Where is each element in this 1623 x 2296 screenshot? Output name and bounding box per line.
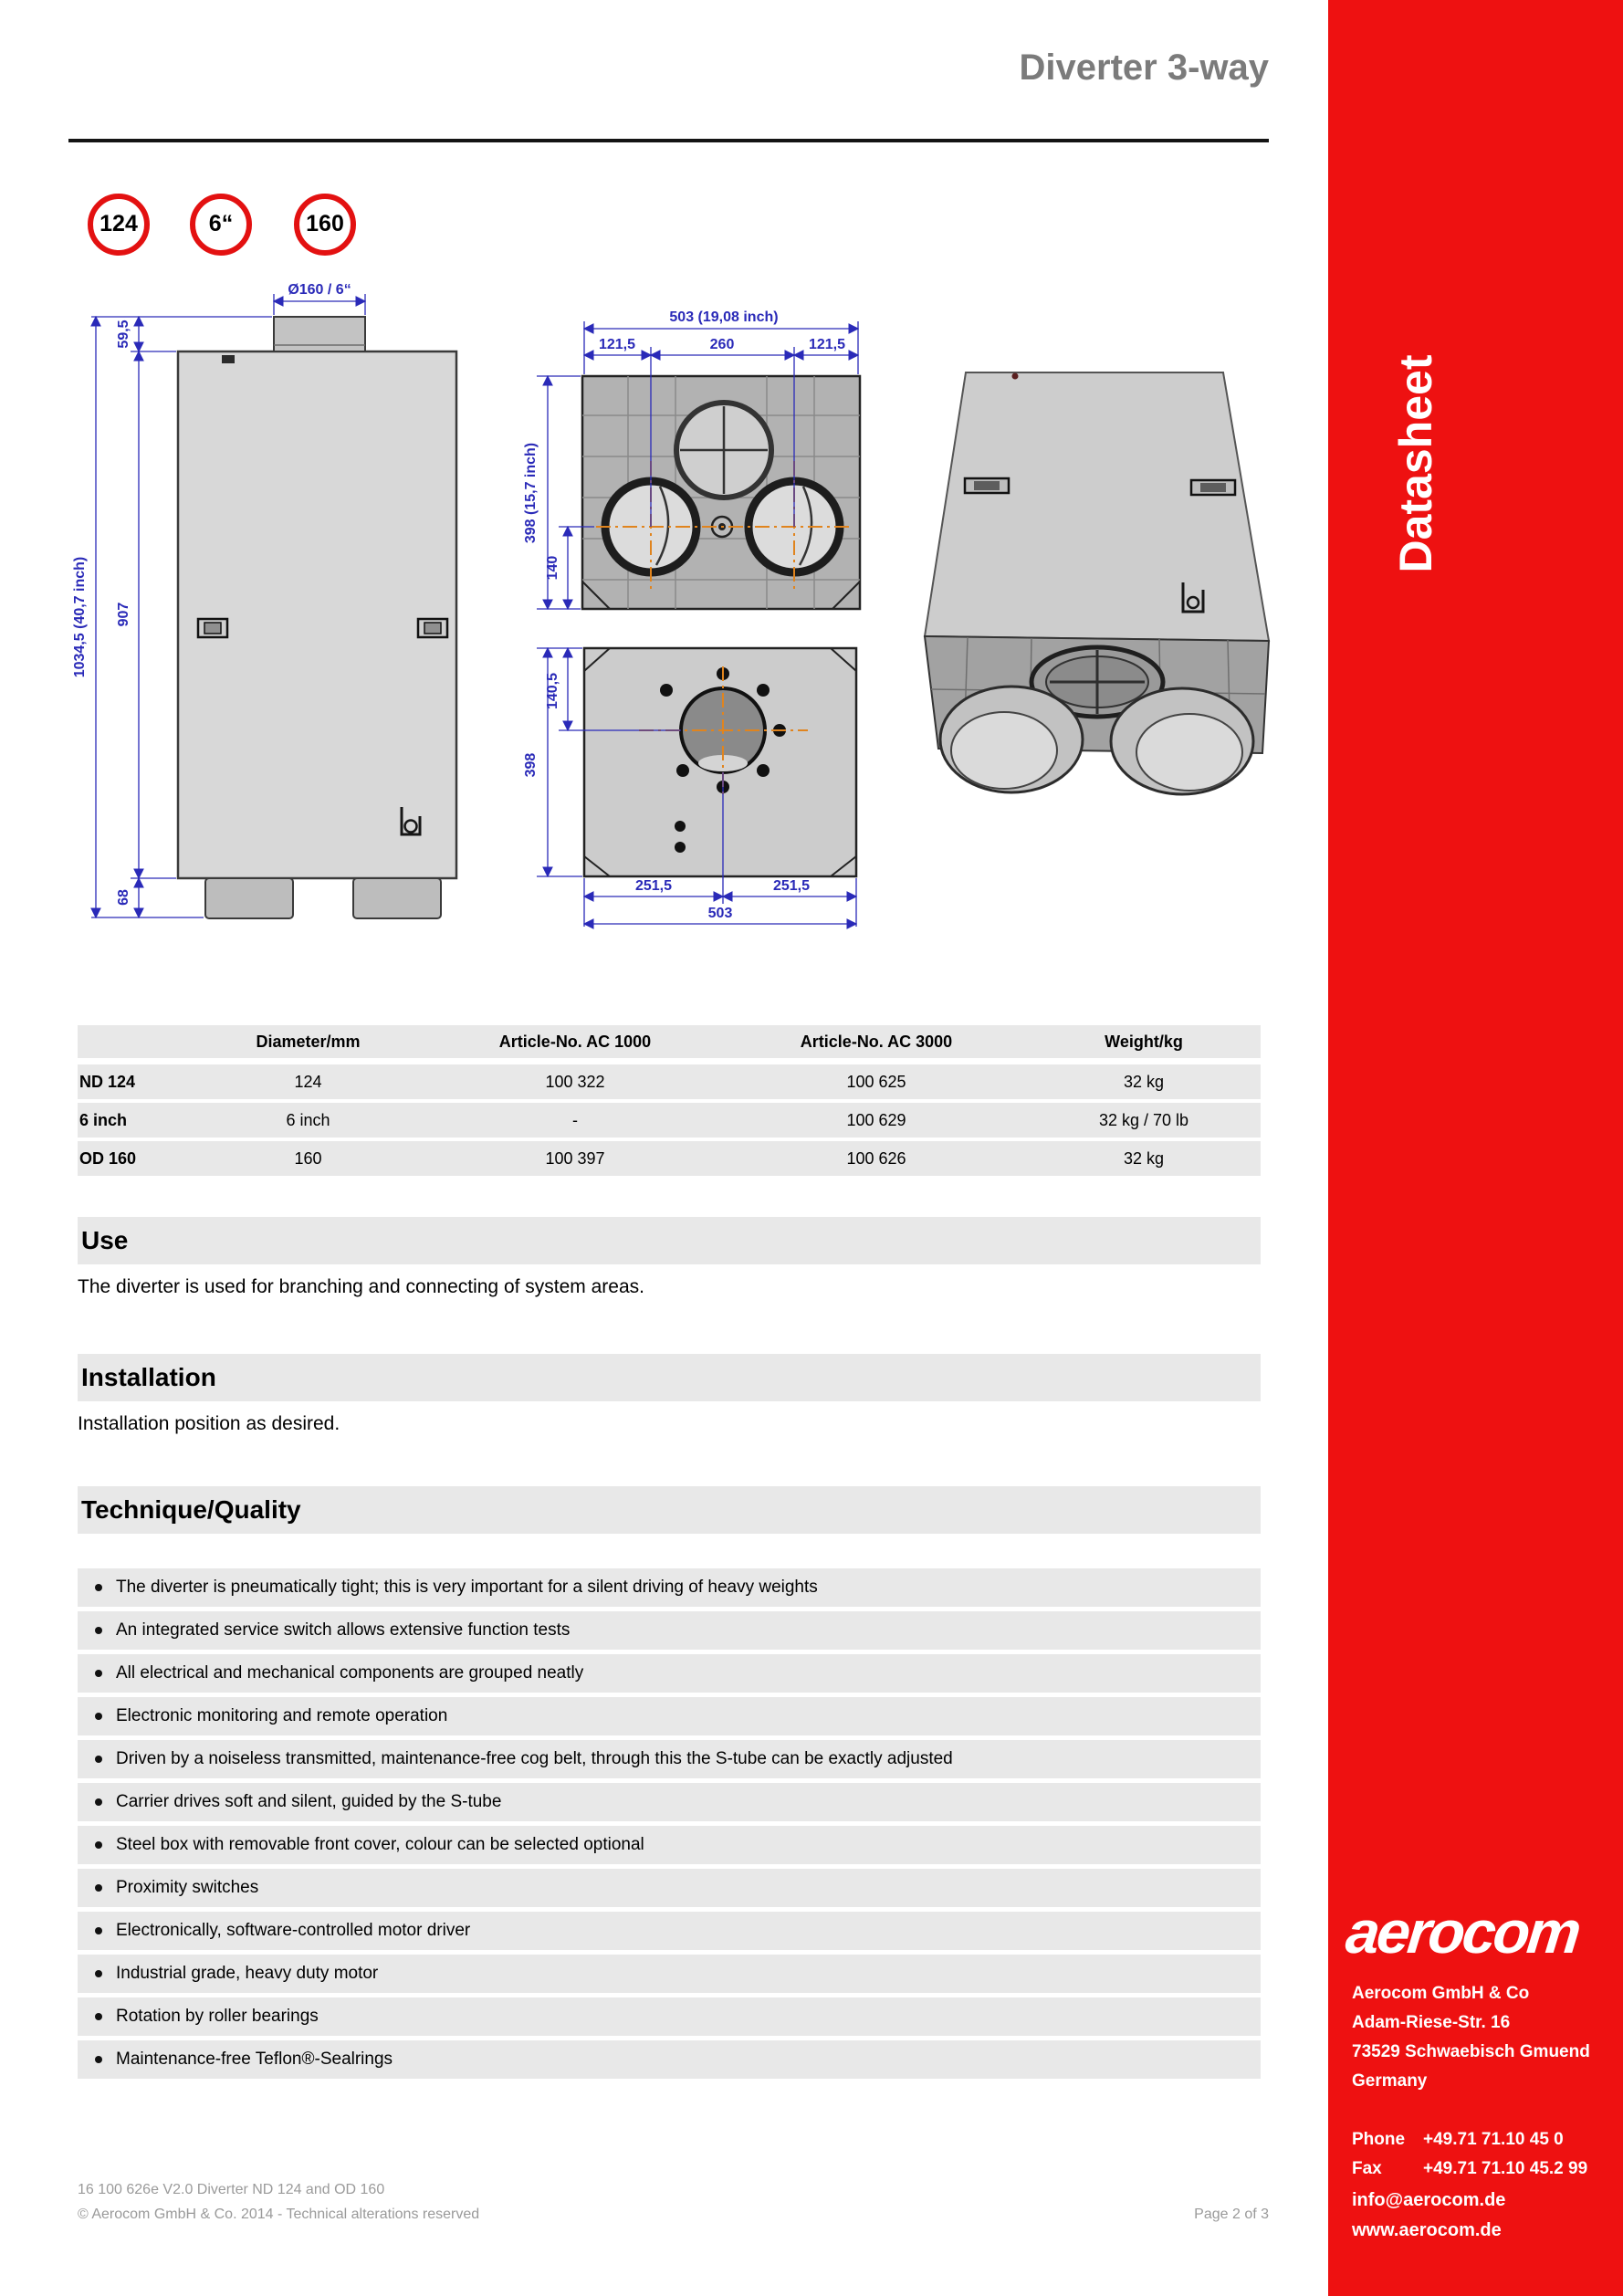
bullet-item: Rotation by roller bearings [78, 1997, 1261, 2036]
col-header-ac3000: Article-No. AC 3000 [800, 1032, 953, 1051]
company-contact [1352, 2125, 1587, 2184]
row-label: OD 160 [79, 1148, 137, 1168]
company-email: info@aerocom.de [1352, 2190, 1506, 2210]
section-heading-use: Use [78, 1217, 1261, 1264]
size-badge-124: 124 [88, 194, 150, 256]
cell-ac1000: 100 322 [545, 1072, 605, 1091]
cell-weight: 32 kg [1123, 1072, 1165, 1091]
fax-label: Fax [1352, 2159, 1382, 2178]
bullet-item: An integrated service switch allows extensive function tests [78, 1611, 1261, 1650]
dim-total-height: 1034,5 (40,7 inch) [72, 556, 88, 678]
cell-diameter: 6 inch [286, 1110, 330, 1129]
section-body-use: The diverter is used for branching and connecting of system areas. [78, 1276, 644, 1297]
cell-ac1000: - [572, 1110, 578, 1129]
technical-drawings [0, 0, 1328, 986]
spec-table [78, 1025, 1261, 1179]
fax-value: +49.71 71.10 45.2 99 [1423, 2159, 1588, 2178]
face-top-port [676, 403, 771, 498]
table-row [78, 1064, 1261, 1099]
dim-body-height: 907 [116, 602, 131, 627]
cell-ac3000: 100 625 [846, 1072, 906, 1091]
face-view-drawing [523, 309, 860, 609]
phone-value: +49.71 71.10 45 0 [1423, 2130, 1564, 2149]
table-row [78, 1103, 1261, 1138]
cell-ac3000: 100 629 [846, 1110, 906, 1129]
phone-label: Phone [1352, 2130, 1406, 2149]
table-row [78, 1141, 1261, 1176]
dim-face-height: 398 (15,7 inch) [523, 442, 539, 544]
footer-copyright: © Aerocom GmbH & Co. 2014 - Technical alterations reserved [78, 2207, 480, 2222]
phone-line [1352, 2125, 1587, 2154]
dim-diameter: Ø160 / 6“ [288, 282, 351, 298]
cell-diameter: 124 [294, 1072, 322, 1091]
front-mark [222, 355, 235, 363]
dim-top-right-half: 251,5 [772, 878, 811, 894]
bullet-item: Steel box with removable front cover, colour can be selected optional [78, 1826, 1261, 1864]
company-web-contact [1352, 2186, 1505, 2246]
cell-weight: 32 kg [1123, 1148, 1165, 1168]
col-header-diameter: Diameter/mm [256, 1032, 361, 1051]
row-label: 6 inch [79, 1110, 128, 1129]
cell-diameter: 160 [294, 1148, 322, 1168]
cell-ac1000: 100 397 [545, 1148, 605, 1168]
dim-face-right-offset: 121,5 [808, 337, 846, 352]
bullet-item: All electrical and mechanical components are grouped neatly [78, 1654, 1261, 1693]
cell-ac3000: 100 626 [846, 1148, 906, 1168]
company-country: Germany [1352, 2071, 1428, 2091]
col-header-weight: Weight/kg [1105, 1032, 1183, 1051]
size-badge-6inch: 6“ [190, 194, 252, 256]
iso-top-dot [1012, 373, 1019, 380]
footer-doc-id: 16 100 626e V2.0 Diverter ND 124 and OD 160 [78, 2182, 385, 2197]
row-label: ND 124 [79, 1072, 136, 1091]
company-address [1352, 1979, 1590, 2096]
dim-top-port-offset: 140,5 [545, 672, 560, 710]
fax-line [1352, 2154, 1587, 2184]
spec-table-header-row [78, 1025, 1261, 1058]
bullet-item: Driven by a noiseless transmitted, maintenance-free cog belt, through this the S-tube can be exactly adjusted [78, 1740, 1261, 1778]
isometric-view-drawing [925, 372, 1269, 794]
dim-face-total-width: 503 (19,08 inch) [669, 309, 779, 325]
bullet-item: Electronic monitoring and remote operation [78, 1697, 1261, 1735]
bullet-item: The diverter is pneumatically tight; this is very important for a silent driving of heavy weights [78, 1568, 1261, 1607]
dim-top-offset: 59,5 [116, 320, 131, 349]
dim-face-port-offset: 140 [545, 555, 560, 581]
dim-top-height: 398 [523, 752, 539, 778]
section-heading-installation: Installation [78, 1354, 1261, 1401]
red-sidebar [1328, 0, 1623, 2296]
bullet-item: Maintenance-free Teflon®-Sealrings [78, 2040, 1261, 2079]
section-heading-technique: Technique/Quality [78, 1486, 1261, 1534]
aerocom-logo: aerocom [1343, 1898, 1583, 1966]
dim-face-center-span: 260 [709, 337, 735, 352]
company-name: Aerocom GmbH & Co [1352, 1984, 1530, 2003]
datasheet-vertical-label: Datasheet [1390, 354, 1441, 573]
company-website: www.aerocom.de [1352, 2220, 1502, 2240]
cell-weight: 32 kg / 70 lb [1098, 1110, 1189, 1129]
dim-top-total-width: 503 [707, 906, 733, 921]
col-header-ac1000: Article-No. AC 1000 [498, 1032, 652, 1051]
technique-bullet-list [78, 1568, 1261, 2083]
top-view-drawing [523, 648, 856, 927]
company-street: Adam-Riese-Str. 16 [1352, 2013, 1511, 2032]
section-body-installation: Installation position as desired. [78, 1413, 340, 1434]
dim-top-left-half: 251,5 [634, 878, 673, 894]
bullet-item: Industrial grade, heavy duty motor [78, 1955, 1261, 1993]
page-title: Diverter 3-way [1019, 47, 1269, 88]
bullet-item: Proximity switches [78, 1869, 1261, 1907]
page-number: Page 2 of 3 [1194, 2207, 1269, 2222]
front-view-drawing [72, 282, 456, 918]
dim-bottom-offset: 68 [116, 889, 131, 906]
bullet-item: Electronically, software-controlled motor driver [78, 1912, 1261, 1950]
dim-face-left-offset: 121,5 [598, 337, 636, 352]
company-city: 73529 Schwaebisch Gmuend [1352, 2042, 1590, 2061]
bullet-item: Carrier drives soft and silent, guided by the S-tube [78, 1783, 1261, 1821]
size-badge-160: 160 [294, 194, 356, 256]
